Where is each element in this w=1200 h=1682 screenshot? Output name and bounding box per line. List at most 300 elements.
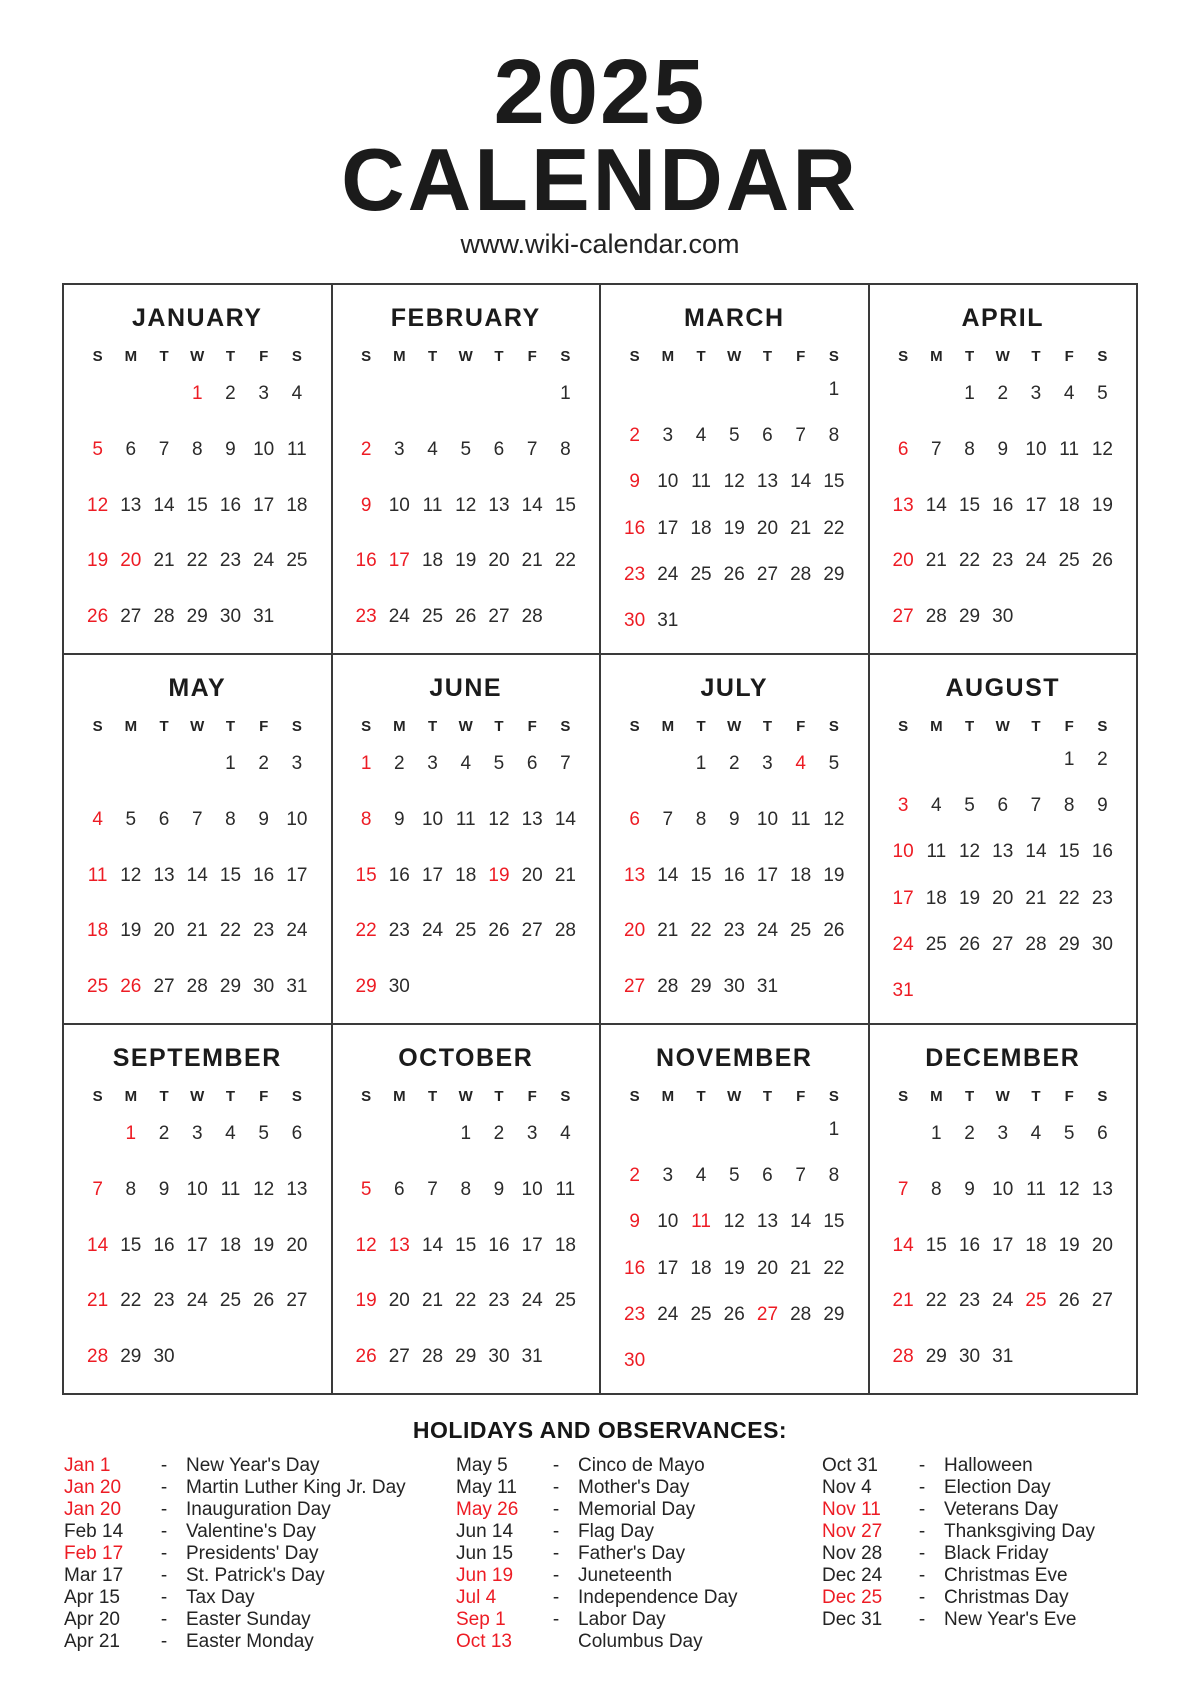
date-nov-19: 19: [723, 1257, 745, 1279]
month-august: [870, 655, 1137, 1023]
holidays-section: [0, 1417, 1200, 1653]
date-oct-28: 28: [421, 1345, 444, 1367]
date-jul-6: 6: [629, 808, 640, 830]
date-dec-1: 1: [931, 1123, 942, 1145]
day-header: W: [727, 717, 742, 735]
holiday-date: Nov 28: [822, 1542, 883, 1564]
holiday-row: [64, 1565, 456, 1587]
date-row: [350, 422, 583, 478]
date-row: [350, 903, 583, 959]
holiday-column-3: [822, 1455, 1164, 1653]
month-march: [601, 285, 868, 653]
day-header: S: [1097, 347, 1108, 365]
holiday-separator: -: [160, 1520, 168, 1542]
date-row: [887, 1218, 1120, 1274]
date-may-12: 12: [120, 864, 142, 886]
date-row: [618, 737, 851, 793]
holiday-name: Tax Day: [186, 1586, 255, 1608]
holiday-name: Independence Day: [578, 1586, 738, 1608]
holiday-date: Apr 21: [64, 1630, 120, 1652]
date-mar-20: 20: [756, 517, 779, 539]
holiday-date: Jun 15: [456, 1542, 514, 1564]
holiday-separator: -: [918, 1498, 926, 1520]
holiday-separator: -: [160, 1476, 168, 1498]
date-oct-26: 26: [355, 1345, 377, 1367]
date-row: [887, 783, 1120, 829]
date-jan-9: 9: [225, 438, 236, 460]
date-apr-16: 16: [992, 494, 1014, 516]
date-jun-3: 3: [427, 753, 438, 775]
holiday-separator: -: [552, 1542, 560, 1564]
date-jul-5: 5: [828, 753, 840, 775]
date-apr-18: 18: [1058, 494, 1080, 516]
date-row: [618, 1153, 851, 1199]
date-aug-29: 29: [1058, 934, 1080, 956]
date-row: [81, 848, 314, 904]
day-header: T: [696, 1087, 706, 1105]
date-feb-5: 5: [460, 438, 472, 460]
date-feb-25: 25: [421, 605, 444, 627]
date-row: [887, 1162, 1120, 1218]
day-header: M: [930, 347, 943, 365]
date-mar-28: 28: [790, 564, 812, 586]
date-aug-1: 1: [1063, 748, 1075, 770]
date-jun-28: 28: [554, 920, 576, 942]
date-oct-18: 18: [554, 1234, 576, 1256]
date-aug-3: 3: [897, 795, 909, 817]
date-feb-12: 12: [455, 494, 477, 516]
date-row: [618, 1338, 851, 1384]
date-feb-27: 27: [488, 605, 510, 627]
day-header: M: [124, 1087, 138, 1105]
date-feb-10: 10: [388, 494, 410, 516]
day-header: T: [427, 347, 438, 365]
date-apr-9: 9: [997, 438, 1009, 460]
date-row: [350, 848, 583, 904]
date-jan-30: 30: [219, 605, 242, 627]
day-headers-november: [611, 1088, 858, 1105]
day-header: M: [393, 347, 406, 365]
date-jun-16: 16: [388, 864, 410, 886]
date-jul-30: 30: [723, 975, 745, 997]
date-aug-4: 4: [931, 795, 942, 817]
date-may-10: 10: [286, 808, 308, 830]
date-row: [350, 1107, 583, 1163]
date-sep-17: 17: [186, 1234, 208, 1256]
month-title-july: JULY: [700, 673, 769, 702]
date-row: [887, 422, 1120, 478]
holiday-row: [822, 1521, 1164, 1543]
holiday-separator: -: [552, 1498, 560, 1520]
date-mar-12: 12: [723, 471, 745, 493]
day-header: W: [458, 717, 473, 735]
date-feb-18: 18: [421, 550, 444, 572]
date-mar-6: 6: [762, 425, 773, 447]
day-header: S: [361, 347, 372, 365]
date-jun-21: 21: [554, 864, 576, 886]
date-mar-23: 23: [624, 564, 646, 586]
date-dec-13: 13: [1091, 1178, 1113, 1200]
date-jul-14: 14: [657, 864, 679, 886]
date-jan-16: 16: [219, 494, 242, 516]
date-dec-18: 18: [1025, 1234, 1047, 1256]
day-header: T: [762, 717, 773, 735]
holiday-date: Apr 20: [64, 1608, 120, 1630]
day-header: T: [1031, 1087, 1041, 1105]
holiday-separator: -: [160, 1564, 168, 1586]
date-row: [618, 413, 851, 459]
date-row: [350, 792, 583, 848]
date-row: [887, 922, 1120, 968]
page-header: [0, 0, 1200, 260]
date-row: [618, 1246, 851, 1292]
holiday-date: May 26: [456, 1498, 519, 1520]
date-nov-27: 27: [756, 1304, 779, 1326]
month-november: [601, 1025, 868, 1393]
date-mar-27: 27: [756, 564, 779, 586]
day-header: F: [527, 717, 537, 735]
date-mar-22: 22: [823, 517, 845, 539]
holiday-name: Father's Day: [578, 1542, 686, 1564]
holiday-separator: -: [160, 1454, 168, 1476]
calendar-title: CALENDAR: [341, 130, 859, 229]
date-jun-7: 7: [560, 753, 571, 775]
date-row: [81, 1218, 314, 1274]
date-mar-7: 7: [795, 425, 806, 447]
date-sep-30: 30: [153, 1345, 175, 1367]
day-header: S: [828, 1087, 839, 1105]
holiday-separator: -: [552, 1476, 560, 1498]
date-aug-10: 10: [892, 841, 914, 863]
date-dec-28: 28: [892, 1345, 914, 1367]
date-row: [350, 367, 583, 423]
holiday-row: [64, 1631, 456, 1653]
website-url: www.wiki-calendar.com: [460, 228, 740, 259]
date-may-16: 16: [253, 864, 275, 886]
day-header: M: [661, 347, 675, 365]
date-row: [81, 533, 314, 589]
holiday-date: May 5: [456, 1454, 508, 1476]
holiday-name: Christmas Eve: [944, 1564, 1068, 1586]
date-aug-16: 16: [1091, 841, 1113, 863]
holiday-date: Sep 1: [456, 1608, 506, 1630]
day-headers-august: [880, 718, 1127, 735]
date-row: [618, 598, 851, 644]
date-jun-8: 8: [360, 808, 372, 830]
date-jul-2: 2: [728, 753, 740, 775]
date-may-26: 26: [120, 975, 142, 997]
date-row: [887, 1107, 1120, 1163]
day-header: F: [259, 1087, 269, 1105]
date-row: [350, 533, 583, 589]
date-jan-22: 22: [186, 550, 208, 572]
holiday-date: Dec 25: [822, 1586, 883, 1608]
holiday-row: [822, 1609, 1164, 1631]
date-apr-5: 5: [1097, 383, 1108, 405]
date-apr-30: 30: [992, 605, 1014, 627]
date-oct-29: 29: [455, 1345, 477, 1367]
date-dec-10: 10: [992, 1178, 1014, 1200]
date-nov-15: 15: [823, 1211, 845, 1233]
date-jul-16: 16: [723, 864, 745, 886]
date-dec-23: 23: [958, 1290, 981, 1312]
date-row: [887, 478, 1120, 534]
holiday-name: Easter Sunday: [186, 1608, 311, 1630]
holiday-separator: -: [160, 1542, 168, 1564]
date-sep-24: 24: [186, 1290, 208, 1312]
dates-october: [343, 1107, 590, 1385]
date-nov-5: 5: [728, 1165, 740, 1187]
date-feb-11: 11: [422, 494, 443, 516]
year-title: 2025: [493, 41, 707, 143]
date-mar-24: 24: [657, 564, 679, 586]
date-dec-21: 21: [892, 1290, 914, 1312]
date-mar-11: 11: [691, 471, 711, 493]
date-jan-5: 5: [92, 438, 103, 460]
date-may-30: 30: [253, 975, 275, 997]
date-jan-8: 8: [191, 438, 203, 460]
day-header: S: [291, 347, 302, 365]
day-header: S: [898, 1087, 909, 1105]
date-sep-14: 14: [87, 1234, 109, 1256]
date-feb-7: 7: [526, 438, 538, 460]
date-aug-17: 17: [892, 887, 914, 909]
date-apr-25: 25: [1058, 550, 1080, 572]
date-row: [81, 1273, 314, 1329]
holiday-name: Cinco de Mayo: [578, 1454, 705, 1476]
date-feb-16: 16: [355, 550, 377, 572]
date-jan-6: 6: [125, 438, 137, 460]
month-title-january: JANUARY: [132, 303, 263, 332]
day-header: W: [458, 347, 473, 365]
holiday-row: [456, 1631, 822, 1653]
date-jun-9: 9: [394, 808, 405, 830]
holiday-date: Jan 20: [64, 1476, 122, 1498]
date-dec-14: 14: [892, 1234, 914, 1256]
date-apr-23: 23: [992, 550, 1014, 572]
holiday-name: Juneteenth: [578, 1564, 673, 1586]
date-row: [618, 367, 851, 413]
holiday-separator: -: [160, 1630, 168, 1652]
date-nov-6: 6: [762, 1165, 773, 1187]
date-sep-12: 12: [253, 1178, 275, 1200]
month-june: [333, 655, 600, 1023]
date-feb-26: 26: [455, 605, 477, 627]
holiday-separator: -: [160, 1586, 168, 1608]
date-feb-21: 21: [521, 550, 543, 572]
date-aug-18: 18: [925, 887, 947, 909]
date-jul-21: 21: [657, 920, 679, 942]
date-feb-13: 13: [488, 494, 510, 516]
date-row: [618, 459, 851, 505]
date-jun-4: 4: [460, 753, 472, 775]
date-may-28: 28: [186, 975, 208, 997]
date-apr-3: 3: [1030, 383, 1042, 405]
date-nov-16: 16: [624, 1257, 646, 1279]
date-row: [81, 737, 314, 793]
date-jan-4: 4: [291, 383, 303, 405]
date-aug-2: 2: [1097, 748, 1108, 770]
holiday-row: [822, 1477, 1164, 1499]
day-header: S: [560, 1087, 571, 1105]
holiday-separator: -: [552, 1520, 560, 1542]
date-jul-8: 8: [695, 808, 707, 830]
day-header: S: [92, 717, 103, 735]
date-mar-2: 2: [629, 425, 640, 447]
date-row: [81, 903, 314, 959]
date-jul-11: 11: [790, 808, 811, 830]
holiday-date: Feb 14: [64, 1520, 124, 1542]
date-jan-7: 7: [158, 438, 170, 460]
date-may-5: 5: [125, 808, 137, 830]
date-nov-22: 22: [823, 1257, 845, 1279]
holiday-name: Election Day: [944, 1476, 1051, 1498]
date-may-17: 17: [286, 864, 308, 886]
date-oct-10: 10: [521, 1178, 543, 1200]
date-jun-25: 25: [455, 920, 477, 942]
date-jun-10: 10: [421, 808, 444, 830]
holiday-separator: -: [918, 1608, 926, 1630]
date-jan-20: 20: [120, 550, 142, 572]
date-aug-28: 28: [1025, 934, 1047, 956]
date-feb-20: 20: [488, 550, 510, 572]
date-may-23: 23: [253, 920, 275, 942]
date-jul-12: 12: [823, 808, 845, 830]
date-sep-13: 13: [286, 1178, 308, 1200]
holiday-name: Christmas Day: [944, 1586, 1069, 1608]
day-header: T: [696, 347, 706, 365]
day-header: S: [1097, 717, 1108, 735]
date-may-29: 29: [219, 975, 242, 997]
date-oct-19: 19: [355, 1290, 377, 1312]
date-sep-26: 26: [253, 1290, 275, 1312]
date-feb-2: 2: [360, 438, 372, 460]
date-jun-12: 12: [488, 808, 510, 830]
date-oct-16: 16: [488, 1234, 510, 1256]
date-oct-2: 2: [493, 1123, 505, 1145]
holidays-list: [0, 1455, 1200, 1653]
holiday-name: Martin Luther King Jr. Day: [186, 1476, 406, 1498]
date-sep-1: 1: [125, 1123, 137, 1145]
date-jul-10: 10: [756, 808, 779, 830]
date-mar-26: 26: [723, 564, 745, 586]
date-dec-12: 12: [1058, 1178, 1080, 1200]
holiday-name: St. Patrick's Day: [186, 1564, 325, 1586]
dates-may: [74, 737, 321, 1015]
date-apr-21: 21: [925, 550, 947, 572]
date-mar-3: 3: [662, 425, 674, 447]
date-sep-28: 28: [87, 1345, 109, 1367]
day-header: W: [190, 347, 205, 365]
date-apr-11: 11: [1059, 438, 1080, 460]
date-dec-26: 26: [1058, 1290, 1080, 1312]
date-aug-9: 9: [1097, 795, 1108, 817]
holiday-date: Jan 20: [64, 1498, 122, 1520]
date-jan-23: 23: [219, 550, 242, 572]
date-jun-23: 23: [388, 920, 410, 942]
date-feb-19: 19: [455, 550, 477, 572]
date-apr-6: 6: [897, 438, 909, 460]
date-jan-13: 13: [120, 494, 142, 516]
holiday-row: [456, 1455, 822, 1477]
dates-march: [611, 367, 858, 645]
date-sep-6: 6: [291, 1123, 303, 1145]
date-sep-20: 20: [286, 1234, 308, 1256]
date-sep-15: 15: [120, 1234, 142, 1256]
date-feb-22: 22: [554, 550, 576, 572]
date-feb-14: 14: [521, 494, 543, 516]
date-apr-24: 24: [1025, 550, 1047, 572]
date-jan-17: 17: [253, 494, 275, 516]
month-title-march: MARCH: [683, 303, 785, 332]
day-header: T: [964, 717, 975, 735]
holiday-name: Black Friday: [944, 1542, 1049, 1564]
date-row: [350, 478, 583, 534]
date-nov-8: 8: [828, 1165, 840, 1187]
date-sep-16: 16: [153, 1234, 175, 1256]
date-nov-11: 11: [691, 1211, 711, 1233]
date-jun-13: 13: [521, 808, 543, 830]
date-aug-11: 11: [926, 841, 947, 863]
date-may-3: 3: [291, 753, 303, 775]
date-jan-28: 28: [153, 605, 175, 627]
month-february: [333, 285, 600, 653]
day-header: M: [393, 717, 406, 735]
date-row: [618, 848, 851, 904]
date-oct-27: 27: [388, 1345, 410, 1367]
date-jan-27: 27: [120, 605, 142, 627]
date-apr-27: 27: [892, 605, 914, 627]
holiday-row: [456, 1609, 822, 1631]
date-mar-19: 19: [723, 517, 745, 539]
day-header: W: [995, 347, 1010, 365]
date-feb-28: 28: [521, 605, 543, 627]
date-nov-12: 12: [723, 1211, 745, 1233]
date-may-7: 7: [191, 808, 203, 830]
month-title-april: APRIL: [961, 303, 1044, 332]
date-row: [618, 792, 851, 848]
date-row: [618, 959, 851, 1015]
date-may-1: 1: [225, 753, 236, 775]
date-mar-25: 25: [690, 564, 712, 586]
date-sep-25: 25: [219, 1290, 242, 1312]
date-mar-9: 9: [629, 471, 640, 493]
date-aug-15: 15: [1058, 841, 1080, 863]
date-mar-8: 8: [828, 425, 840, 447]
date-dec-3: 3: [997, 1123, 1009, 1145]
date-jan-26: 26: [87, 605, 109, 627]
holiday-name: Easter Monday: [186, 1630, 314, 1652]
day-header: F: [527, 1087, 537, 1105]
date-jun-19: 19: [488, 864, 510, 886]
date-oct-1: 1: [460, 1123, 472, 1145]
date-nov-17: 17: [657, 1257, 679, 1279]
month-september: [64, 1025, 331, 1393]
day-headers-july: [611, 718, 858, 735]
day-header: W: [995, 1087, 1010, 1105]
date-oct-8: 8: [460, 1178, 472, 1200]
date-may-20: 20: [153, 920, 175, 942]
date-row: [350, 1218, 583, 1274]
date-apr-29: 29: [958, 605, 981, 627]
date-oct-21: 21: [421, 1290, 444, 1312]
date-dec-9: 9: [964, 1178, 975, 1200]
date-oct-17: 17: [521, 1234, 543, 1256]
day-header: T: [696, 717, 706, 735]
date-jun-22: 22: [355, 920, 377, 942]
date-apr-13: 13: [892, 494, 914, 516]
date-aug-22: 22: [1058, 887, 1080, 909]
